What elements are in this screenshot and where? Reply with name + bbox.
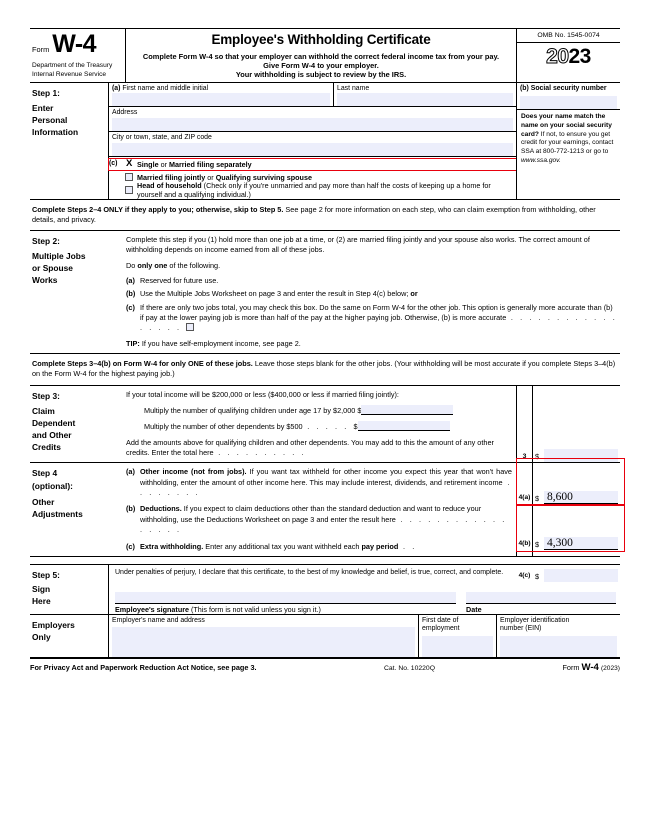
ein-cell[interactable] [496,615,620,658]
ssn-note-url[interactable]: www.ssa.gov. [521,156,561,164]
step-3-other-line [144,421,512,432]
ssn-note-bold: Does your name match the name on your social security card? [521,113,612,138]
ssn-label [520,85,617,94]
step-4-label-line-1: Step 4 [32,468,58,479]
step-3-label-line-4: and Other [32,430,72,441]
first-date-label-1: First date of [422,616,459,624]
step-3-label-line-2: Claim [32,405,55,416]
step-5-label [30,565,108,614]
step-3-total-dollar: $ [535,452,540,462]
step-1-ssn-column [516,83,620,199]
step-2-intro: Complete this step if you (1) hold more than one job at a time, or (2) are married filing jointly and your spouse also works. The correct amount of withholding depends on income earned from all of these jobs. [126,234,590,255]
filing-option-hoh-text [137,181,516,199]
employers-only-label [30,615,108,658]
checkbox-head-of-household-icon[interactable] [125,186,133,194]
city-cell[interactable] [109,132,516,157]
step-2-do-only-one [126,261,618,271]
w4-form-page [30,28,620,674]
form-footer [30,658,620,674]
step-3-children-input[interactable] [361,405,453,415]
step-2-label [30,231,108,349]
footer-form-number: W-4 [581,662,599,674]
step-2-option-a-tag: (a) [126,275,135,285]
do-only-pre: Do [126,260,138,270]
signature-row [115,592,616,614]
step-4-item-b-main: If you expect to claim deductions other than the standard deduction and want to reduce your withholding, use the Deductions Worksheet on page 3 and enter the result here [140,504,482,524]
first-date-input[interactable] [422,636,493,657]
step-3-line-number-col [516,386,532,463]
step-3-total-leader: . . . . . . . . . . [213,447,307,457]
step-4-line-number-a: 4(a) [518,494,531,502]
step-4-line-number-b: 4(b) [518,540,531,548]
employers-label-line-1: Employers [32,619,75,630]
address-input[interactable] [112,118,513,131]
signature-label-rest: (This form is not valid unless you sign it.) [189,604,321,614]
signature-label-bold: Employee's signature [115,604,190,614]
filing-option-head-of-household[interactable] [125,181,516,199]
step-3-label-line-1: Step 3: [32,390,60,401]
first-name-label-text: First name and middle initial [122,84,209,92]
address-cell[interactable] [109,107,516,132]
step-4-line-number-c: 4(c) [518,572,531,580]
step-4-label-line-4: Adjustments [32,508,83,519]
step-3-children-text: Multiply the number of qualifying children under age 17 by $2,000 [144,405,356,415]
filing-single-bold2: Married filing separately [168,159,252,169]
footer-form-id [562,662,620,674]
department-line-2: Internal Revenue Service [32,70,107,78]
form-subtitle-1: Complete Form W-4 so that your employer can withhold the correct federal income tax from your pay. [142,51,500,61]
step-2-section [30,231,620,354]
step-4-item-a-text [140,467,512,498]
filing-single-bold: Single [137,159,159,169]
date-block[interactable] [466,592,616,614]
step-3-other-input[interactable] [358,421,450,431]
step-3-body [108,386,516,463]
address-label: Address [112,109,138,117]
step-2-option-c [126,303,618,334]
step-4-item-c [126,542,512,552]
step-2-tip [126,339,618,349]
ssn-label-text: Social security number [530,84,607,92]
step-2-option-b-text [140,289,618,299]
field-c-tag: (c) [109,159,118,167]
step-3-amount-col[interactable] [532,386,620,463]
step-1-label-line-1: Step 1: [32,87,60,98]
filing-hoh-rest: (Check only if you're unmarried and pay more than half the costs of keeping up a home for yourself and a qualifying individual.) [137,181,491,199]
banner-2-bold: Complete Steps 3–4(b) on Form W-4 for only ONE of these jobs. [32,359,253,369]
step-2-label-line-4: Works [32,275,58,286]
form-masthead [30,28,620,83]
first-name-cell[interactable] [109,83,334,107]
step-3-label [30,386,108,463]
step-4-item-c-bold: Extra withholding. [140,541,204,551]
employer-name-address-input[interactable] [112,627,415,657]
form-title: Employee's Withholding Certificate [211,32,431,47]
step-4-item-c-main: Enter any additional tax you want withheld each [203,541,362,551]
step-4-item-a-bold: Other income (not from jobs). [140,467,247,477]
step-2-option-c-tag: (c) [126,302,135,312]
masthead-right [516,29,620,82]
step-4-item-a-tag: (a) [126,467,135,477]
step-4c-amount-row[interactable] [533,568,620,582]
date-input[interactable] [466,592,616,604]
field-b-tag: (b) [520,84,529,92]
step-2-option-b [126,289,618,299]
step-4-item-c-bold-tail: pay period [361,541,399,551]
step-1-label-line-2: Enter [32,102,54,113]
filing-jointly-bold: Married filing jointly [137,172,206,182]
step-4-item-b-tag: (b) [126,504,136,514]
step-4-body [108,463,516,556]
masthead-center [126,29,516,82]
step-2-option-a [126,276,618,286]
employer-name-address-label: Employer's name and address [112,616,205,624]
step-2-tip-bold: TIP: [126,338,140,348]
footer-form-word: Form [562,663,580,673]
step-2-body [108,231,620,349]
ssn-note [517,109,620,168]
checkbox-two-jobs-icon[interactable] [186,323,194,331]
step-2-option-b-or: or [410,289,418,299]
ein-label-1: Employer identification [500,616,570,624]
banner-1-bold: Complete Steps 2–4 ONLY if they apply to you; otherwise, skip to Step 5. [32,204,284,214]
step-3-other-dollar: $ [353,422,358,432]
step-4c-input[interactable] [544,569,618,582]
ein-label-2: number (EIN) [500,625,542,633]
filing-option-single-text [137,160,252,169]
step-2-tip-rest: If you have self-employment income, see page 2. [139,338,301,348]
step-4-item-c-tag: (c) [126,541,135,551]
banner-steps-2-4 [30,200,620,231]
step-4c-dollar: $ [535,572,540,582]
step-2-option-c-main: If there are only two jobs total, you may check this box. Do the same on Form W-4 for the other job. This option is generally more accurate than (b) if pay at the lower paying job is more than half of the pay at the higher paying job. Otherwise, (b) is more accurate [140,302,613,323]
step-5-label-line-1: Step 5: [32,569,60,580]
form-number: W-4 [52,30,97,58]
signature-block[interactable] [115,592,466,614]
form-word-label: Form [32,45,50,54]
step-4b-input[interactable]: 4,300 [544,537,618,550]
step-3-label-line-5: Credits [32,442,61,453]
step-3-children-dollar: $ [357,405,362,415]
step-4-label-line-3: Other [32,496,55,507]
masthead-left [30,29,126,82]
department-line-1: Department of the Treasury [32,62,113,69]
tax-year [517,46,620,67]
step-4-item-b-leader: . . . . . . . . . . . . . . . . . [140,514,507,535]
filing-hoh-bold: Head of household [137,181,202,190]
banner-2-rest: Leave those steps blank for the other jobs. (Your withholding will be most accurate if you complete Steps 3–4(b) on the Form W-4 for the highest paying job.) [32,359,616,379]
filing-jointly-bold2: Qualifying surviving spouse [215,172,312,182]
date-label: Date [466,604,482,614]
step-3-label-line-3: Dependent [32,417,76,428]
city-label: City or town, state, and ZIP code [112,133,212,141]
do-only-bold: only one [137,260,168,270]
step-3-other-text: Multiply the number of other dependents by $500 [144,422,303,432]
first-date-cell[interactable] [418,615,496,658]
catalog-number: Cat. No. 10220Q [383,665,435,673]
form-subtitle-3: Your withholding is subject to review by the IRS. [235,70,407,80]
step-2-option-a-text: Reserved for future use. [140,275,219,285]
employers-only-section [30,615,620,659]
checkbox-single-icon[interactable] [125,160,133,168]
step-2-option-c-text [140,303,618,334]
step-2-option-b-main: Use the Multiple Jobs Worksheet on page 3 and enter the result in Step 4(c) below; [140,289,411,299]
name-row [109,83,516,108]
step-4a-dollar: $ [535,494,540,504]
step-4-item-b-text [140,504,512,535]
form-subtitle-2: Give Form W-4 to your employer. [263,61,379,71]
tax-year-prefix: 20 [546,45,569,69]
filing-jointly-mid: or [205,172,216,182]
filing-single-mid: or [158,159,169,169]
step-4a-amount-row[interactable] [533,490,620,504]
step-1-label-line-4: Information [32,127,79,138]
step-1-fields [108,83,516,199]
ssn-input[interactable] [520,96,617,109]
last-name-input[interactable] [337,93,513,106]
step-4-item-a-main: If you want tax withheld for other income you expect this year that won't have withholding, enter the amount of other income here. This may include interest, dividends, and retirement income [140,467,512,487]
step-4-item-c-leader: . . [398,541,417,551]
step-5-declaration: Under penalties of perjury, I declare that this certificate, to the best of my knowledge and belief, is true, correct, and complete. [115,568,504,576]
privacy-act-notice: For Privacy Act and Paperwork Reduction Act Notice, see page 3. [30,663,257,673]
signature-caption [115,604,456,614]
tax-year-suffix: 23 [568,45,591,69]
banner-steps-3-4b [30,354,620,385]
step-4-item-c-text [140,542,512,552]
employers-label-line-2: Only [32,631,51,642]
step-4-item-a [126,467,512,498]
ssn-cell[interactable] [517,83,620,110]
step-1-section [30,83,620,200]
step-4-item-b-bold: Deductions. [140,504,182,514]
step-3-line-number: 3 [522,452,527,460]
step-4-amount-col[interactable] [532,463,620,582]
step-3-other-leader: . . . . . [302,422,354,432]
step-3-intro: If your total income will be $200,000 or less ($400,000 or less if married filing jointly): [126,389,399,399]
step-5-label-line-3: Here [32,596,51,607]
first-name-input[interactable] [112,93,330,106]
step-4-item-a-leader: . . . . . . . . [140,477,512,498]
step-2-label-line-1: Step 2: [32,235,60,246]
department-block [32,62,121,79]
last-name-label: Last name [337,84,370,92]
filing-option-single[interactable] [109,159,516,170]
do-only-post: of the following. [167,260,221,270]
step-1-label [30,83,108,199]
step-3-section [30,386,620,464]
step-3-total-text: Add the amounts above for qualifying children and other dependents. You may add to this the amount of any other credits. Enter the total here [126,437,494,457]
step-3-children-line [144,405,512,416]
field-a-tag: (a) [112,84,121,92]
ein-input[interactable] [500,636,617,657]
signature-input[interactable] [115,592,456,604]
step-2-option-b-tag: (b) [126,289,136,299]
first-date-label-2: employment [422,625,460,633]
step-5-label-line-2: Sign [32,584,51,595]
step-2-option-c-leader: . . . . . . . . . . . . . . . . . [140,313,618,333]
step-4b-amount-row[interactable] [533,536,620,550]
first-name-label [112,85,330,94]
step-3-total-line [126,438,512,459]
step-4-label-line-2: (optional): [32,480,73,491]
ssn-note-rest: If not, to ensure you get credit for your earnings, contact SSA at 800-772-1213 or go to [521,130,614,156]
omb-number: OMB No. 1545-0074 [517,32,620,43]
step-1-label-line-3: Personal [32,115,68,125]
step-4a-input[interactable]: 8,600 [544,491,618,504]
banner-1-rest: See page 2 for more information on each step, who can claim exemption from withholding, other details, and privacy. [32,204,596,224]
city-input[interactable] [112,143,513,156]
employer-name-address-cell[interactable] [108,615,418,658]
step-4b-dollar: $ [535,540,540,550]
checkbox-married-jointly-icon[interactable] [125,173,133,181]
footer-form-year: (2023) [600,665,620,673]
step-4-item-b [126,504,512,535]
step-4-label [30,463,108,556]
filing-status-group [109,157,516,199]
last-name-cell[interactable] [334,83,516,107]
step-2-label-line-2: Multiple Jobs [32,251,86,262]
step-2-label-line-3: or Spouse [32,263,73,274]
